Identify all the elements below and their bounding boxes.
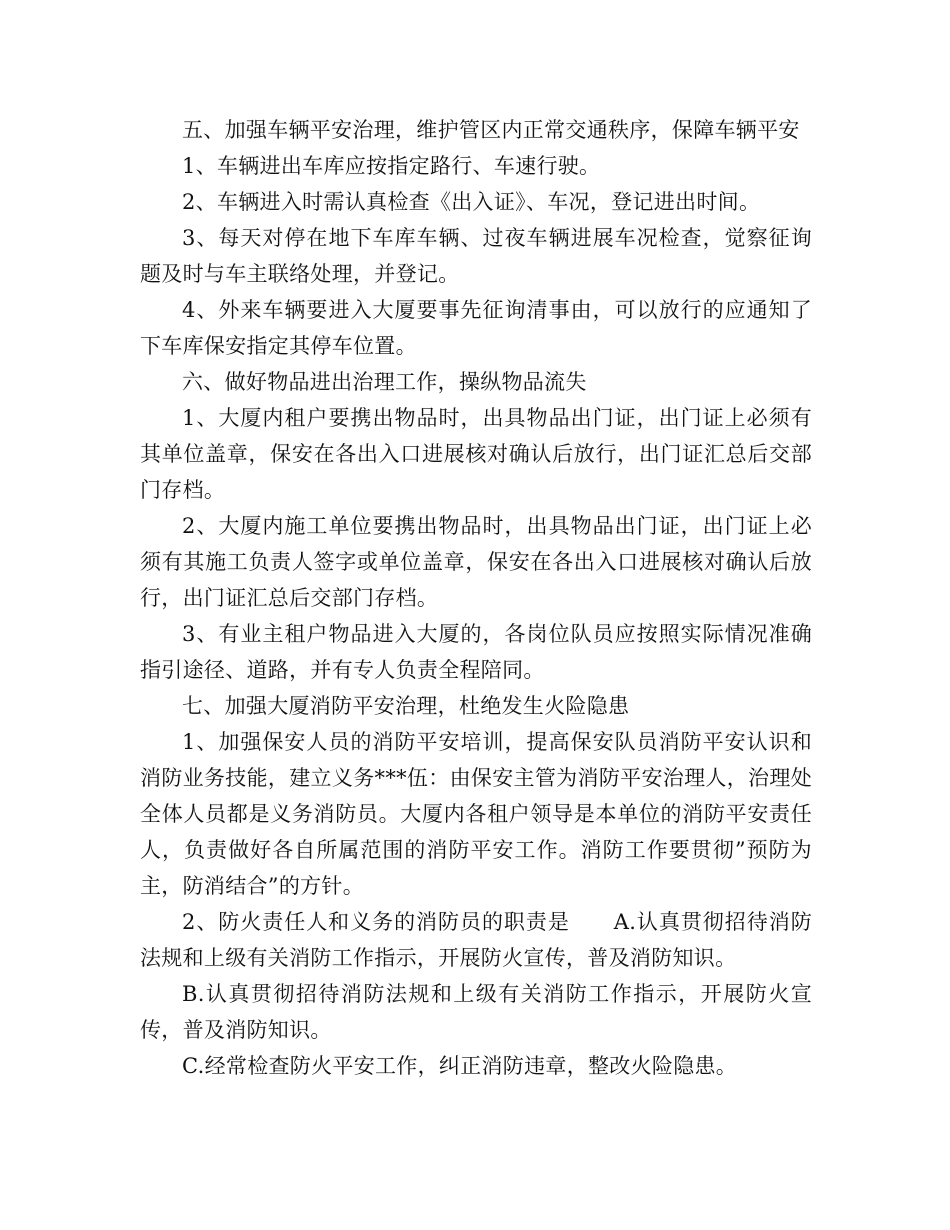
paragraph: 3、每天对停在地下车库车辆、过夜车辆进展车况检查，觉察征询题及时与车主联络处理，并登记。	[140, 226, 812, 286]
paragraph: 1、大厦内租户要携出物品时，出具物品出门证，出门证上必须有其单位盖章，保安在各出入口进展核对确认后放行，出门证汇总后交部门存档。	[140, 406, 812, 502]
paragraph: C.经常检查防火平安工作，纠正消防违章，整改火险隐患。	[182, 1054, 738, 1078]
paragraph: 1、车辆进出车库应按指定路行、车速行驶。	[182, 154, 601, 178]
section-heading-fire-safety: 七、加强大厦消防平安治理，杜绝发生火险隐患	[182, 694, 630, 718]
paragraph: 4、外来车辆要进入大厦要事先征询清事由，可以放行的应通知了下车库保安指定其停车位置。	[140, 298, 812, 358]
paragraph: 2、大厦内施工单位要携出物品时，出具物品出门证，出门证上必须有其施工负责人签字或单位盖章，保安在各出入口进展核对确认后放行，出门证汇总后交部门存档。	[140, 514, 812, 610]
section-heading-goods-management: 六、做好物品进出治理工作，操纵物品流失	[182, 370, 587, 394]
paragraph: 2、车辆进入时需认真检查《出入证》、车况，登记进出时间。	[182, 190, 761, 214]
section-heading-vehicle-safety: 五、加强车辆平安治理，维护管区内正常交通秩序，保障车辆平安	[182, 118, 800, 142]
paragraph: 3、有业主租户物品进入大厦的，各岗位队员应按照实际情况准确指引途径、道路，并有专人负责全程陪同。	[140, 622, 812, 682]
paragraph: 1、加强保安人员的消防平安培训，提高保安队员消防平安认识和消防业务技能，建立义务***伍：由保安主管为消防平安治理人，治理处全体人员都是义务消防员。大厦内各租户领导是本单位的消防平安责任人，负责做好各自所属范围的消防平安工作。消防工作要贯彻”预防为主，防消结合”的方针。	[140, 730, 812, 898]
document-page	[140, 112, 812, 1084]
paragraph: 2、防火责任人和义务的消防员的职责是 A.认真贯彻招待消防法规和上级有关消防工作指示，开展防火宣传，普及消防知识。	[140, 910, 812, 970]
paragraph: B.认真贯彻招待消防法规和上级有关消防工作指示，开展防火宣传，普及消防知识。	[140, 982, 812, 1042]
